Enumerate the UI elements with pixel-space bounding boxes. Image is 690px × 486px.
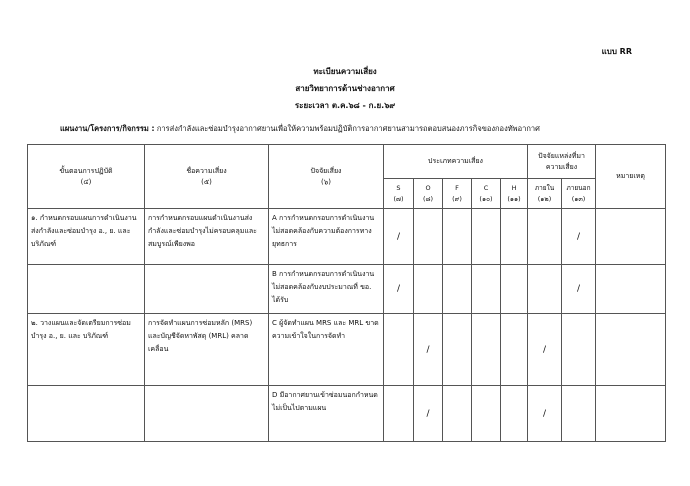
mark-o: [414, 265, 443, 314]
mark-external: /: [562, 265, 596, 314]
col-risk-type-header: ประเภทความเสี่ยง: [384, 145, 528, 179]
mark-internal: /: [528, 386, 562, 442]
factor-cell: C ผู้จัดทำแผน MRS และ MRL ขาดความเข้าใจในการจัดทำ: [269, 314, 384, 386]
mark-internal: /: [528, 314, 562, 386]
mark-f: [443, 209, 472, 265]
plan-label: แผนงาน/โครงการ/กิจกรรม :: [60, 124, 155, 133]
mark-s: /: [384, 209, 414, 265]
mark-o: /: [414, 386, 443, 442]
factor-cell: A การกำหนดกรอบการดำเนินงานไม่สอดคล้องกับความต้องการทางยุทธการ: [269, 209, 384, 265]
mark-f: [443, 386, 472, 442]
mark-o: [414, 209, 443, 265]
mark-external: [562, 314, 596, 386]
mark-h: [501, 314, 528, 386]
risk-register-table: [27, 144, 666, 442]
col-s: S (๗): [384, 179, 414, 209]
table-row: [28, 209, 666, 265]
col-factor-header: ปัจจัยเสี่ยง (๖): [269, 145, 384, 209]
step-cell: [28, 386, 145, 442]
step-cell: [28, 265, 145, 314]
col-c: C (๑๐): [472, 179, 501, 209]
mark-s: [384, 386, 414, 442]
step-cell: ๑. กำหนดกรอบแผนการดำเนินงานส่งกำลังและซ่อมบำรุง อ., ย. และ บริภัณฑ์: [28, 209, 145, 265]
risk-cell: [145, 265, 269, 314]
mark-o: /: [414, 314, 443, 386]
remark-cell: [596, 209, 666, 265]
mark-c: [472, 314, 501, 386]
risk-cell: การกำหนดกรอบแผนดำเนินงานส่งกำลังและซ่อมบำรุงไม่ครอบคลุมและสมบูรณ์เพียงพอ: [145, 209, 269, 265]
factor-cell: D มีอากาศยานเข้าซ่อมนอกกำหนดไม่เป็นไปตามแผน: [269, 386, 384, 442]
mark-f: [443, 314, 472, 386]
remark-cell: [596, 265, 666, 314]
mark-c: [472, 209, 501, 265]
risk-cell: [145, 386, 269, 442]
period: ระยะเวลา ต.ค.๖๘ - ก.ย.๖๙: [294, 101, 396, 110]
mark-s: /: [384, 265, 414, 314]
mark-s: [384, 314, 414, 386]
mark-external: [562, 386, 596, 442]
factor-cell: B การกำหนดกรอบการดำเนินงานไม่สอดคล้องกับงบประมาณที่ ขอ. ได้รับ: [269, 265, 384, 314]
table-row: [28, 265, 666, 314]
mark-c: [472, 265, 501, 314]
col-internal: ภายใน (๑๒): [528, 179, 562, 209]
col-external: ภายนอก (๑๓): [562, 179, 596, 209]
plan-line: [60, 123, 540, 135]
mark-c: [472, 386, 501, 442]
table-row: [28, 314, 666, 386]
mark-h: [501, 209, 528, 265]
mark-f: [443, 265, 472, 314]
col-f: F (๙): [443, 179, 472, 209]
header-row: [28, 145, 666, 179]
document-header: [0, 66, 690, 111]
risk-cell: การจัดทำแผนการซ่อมหลัก (MRS) และบัญชีจัดหาพัสดุ (MRL) คลาดเคลื่อน: [145, 314, 269, 386]
mark-external: /: [562, 209, 596, 265]
unit-name: สายวิทยาการด้านช่างอากาศ: [295, 84, 395, 93]
table-row: [28, 386, 666, 442]
col-risk-header: ชื่อความเสี่ยง (๕): [145, 145, 269, 209]
step-cell: ๒. วางแผนและจัดเตรียมการซ่อมบำรุง อ., ย. และ บริภัณฑ์: [28, 314, 145, 386]
plan-text: การส่งกำลังและซ่อมบำรุงอากาศยานเพื่อให้ความพร้อมปฏิบัติการอากาศยานสามารถตอบสนองภารกิจของกองทัพอากาศ: [156, 124, 540, 133]
col-o: O (๘): [414, 179, 443, 209]
mark-h: [501, 386, 528, 442]
col-h: H (๑๑): [501, 179, 528, 209]
col-remark-header: หมายเหตุ: [596, 145, 666, 209]
col-source-header: ปัจจัยแหล่งที่มาความเสี่ยง: [528, 145, 596, 179]
mark-h: [501, 265, 528, 314]
form-code: แบบ RR: [601, 47, 632, 56]
mark-internal: [528, 265, 562, 314]
remark-cell: [596, 386, 666, 442]
remark-cell: [596, 314, 666, 386]
mark-internal: [528, 209, 562, 265]
document-title: ทะเบียนความเสี่ยง: [313, 67, 377, 76]
col-step-header: ขั้นตอนการปฏิบัติ (๔): [28, 145, 145, 209]
